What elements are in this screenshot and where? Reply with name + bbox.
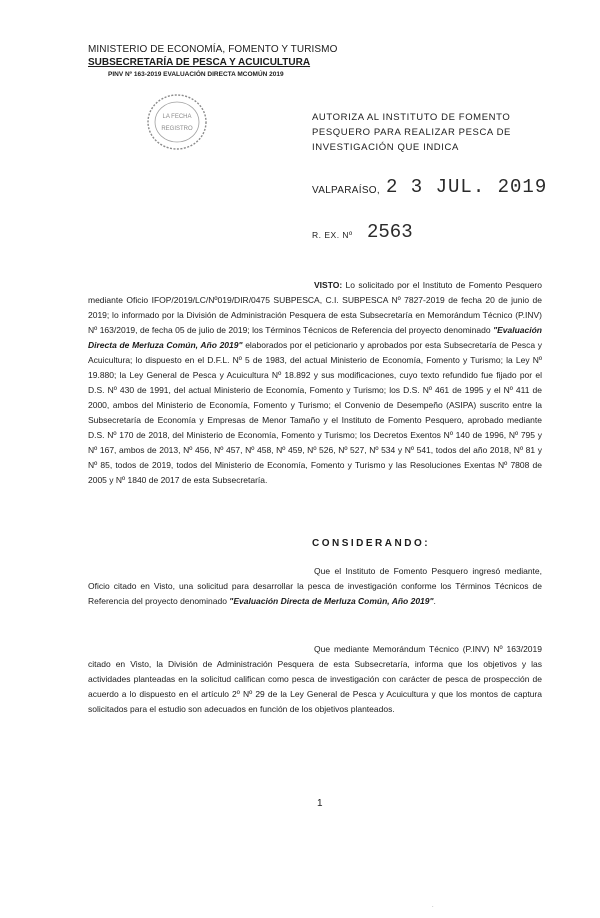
visto-project-name: "Evaluación Directa de Merluza Común, Año 2019" — [88, 325, 542, 350]
seal-text-1: LA FECHA — [162, 114, 192, 120]
considerando-paragraph-1 — [88, 564, 542, 609]
p1-text-a: Que el Instituto de Fomento Pesquero ingresó mediante, Oficio citado en Visto, una solicitud para desarrollar la pesca de investigación conforme los Términos Técnicos de Referencia del proyecto denominado — [88, 566, 542, 606]
reference-code: PINV Nº 163-2019 EVALUACIÓN DIRECTA MCOMÚN 2019 — [108, 71, 284, 78]
letterhead — [88, 44, 338, 78]
ministry-name: MINISTERIO DE ECONOMÍA, FOMENTO Y TURISMO — [88, 44, 338, 55]
page-number: 1 — [317, 798, 323, 809]
visto-text-b: elaborados por el peticionario y aprobados por esta Subsecretaría de Pesca y Acuicultura; lo dispuesto en el D.F.L. Nº 5 de 1983, del actual Ministerio de Economía, Fomento y Turismo; la Ley Nº 19.880; la Ley General de Pesca y Acuicultura Nº 18.892 y sus modificaciones, cuyo texto refundido fue fijado por el D.S. Nº 430 de 1991, del actual Ministerio de Economía, Fomento y Turismo; los D.S. Nº 461 de 1995 y el Nº 411 de 2000, ambos del Ministerio de Economía, Fomento y Turismo; el Convenio de Desempeño (ASIPA) suscrito entre la Subsecretaría de Economía y Empresas de Menor Tamaño y el Instituto de Fomento Pesquero, aprobado mediante D.S. Nº 170 de 2018, del Ministerio de Economía, Fomento y Turismo; los Decretos Exentos Nº 140 de 1996, Nº 795 y Nº 167, ambos de 2013, Nº 456, Nº 457, Nº 458, Nº 459, Nº 526, Nº 527, Nº 534 y Nº 541, todos del año 2018, Nº 81 y Nº 85, todos de 2019, todos del Ministerio de Economía, Fomento y Turismo y las Resoluciones Exentas Nº 7808 de 2005 y Nº 1840 de 2017 de esta Subsecretaría. — [88, 340, 542, 485]
stamped-date: 2 3 JUL. 2019 — [386, 176, 548, 198]
resolution-number: 2563 — [367, 221, 413, 243]
place-label: VALPARAÍSO, — [312, 185, 380, 196]
considerando-heading: CONSIDERANDO: — [312, 538, 431, 549]
subject-line: AUTORIZA AL INSTITUTO DE FOMENTO PESQUERO PARA REALIZAR PESCA DE INVESTIGACIÓN QUE INDICA — [312, 112, 511, 153]
visto-paragraph — [88, 278, 542, 488]
footer-mark: · — [432, 904, 434, 910]
subsecretaria-name: SUBSECRETARÍA DE PESCA Y ACUICULTURA — [88, 57, 311, 68]
visto-label: VISTO: — [314, 280, 343, 290]
office-seal — [142, 88, 212, 156]
considerando-paragraph-2: Que mediante Memorándum Técnico (P.INV) Nº 163/2019 citado en Visto, la División de Administración Pesquera de esta Subsecretaría, informa que los objetivos y las actividades planteadas en la solicitud califican como pesca de investigación con carácter de pesca de prospección de acuerdo a lo dispuesto en el artículo 2º Nº 29 de la Ley General de Pesca y Acuicultura y que los montos de captura solicitados para el estudio son adecuados en función de los objetivos planteados. — [88, 644, 542, 714]
visto-text-a: Lo solicitado por el Instituto de Fomento Pesquero mediante Oficio IFOP/2019/LC/Nº019/DIR/0475 SUBPESCA, C.I. SUBPESCA Nº 7827-2019 de fecha 20 de junio de 2019; lo informado por la División de Administración Pesquera de esta Subsecretaría en Memorándum Técnico (P.INV) Nº 163/2019, de fecha 05 de julio de 2019; los Términos Técnicos de Referencia del proyecto denominado — [88, 280, 542, 335]
resolution-label: R. EX. Nº — [312, 230, 353, 240]
p1-text-b: . — [433, 596, 436, 606]
p1-project-name: "Evaluación Directa de Merluza Común, Año 2019" — [229, 596, 434, 606]
seal-text-2: REGISTRO — [161, 126, 193, 132]
